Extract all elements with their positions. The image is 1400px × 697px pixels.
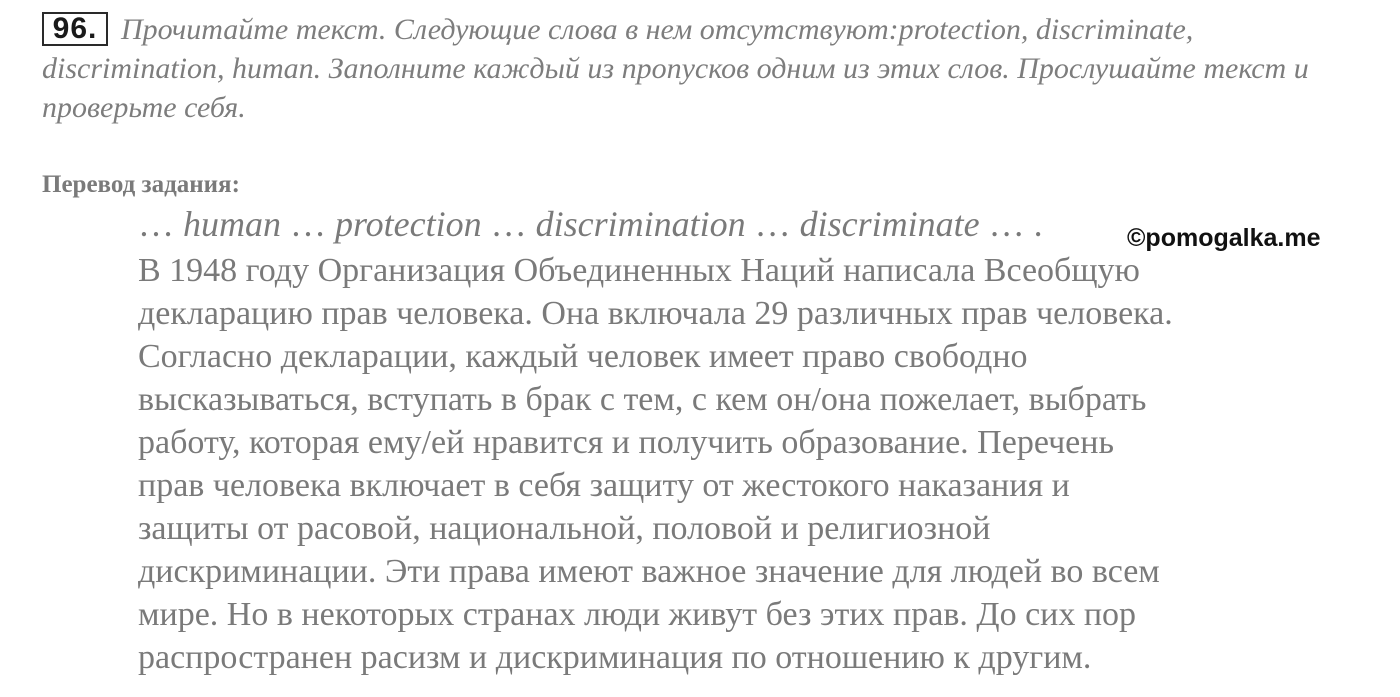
answer-word: protection	[335, 204, 482, 244]
body-line: дискриминации. Эти права имеют важное значение для людей во всем	[138, 553, 1160, 590]
answer-separator: …	[481, 204, 536, 244]
answer-line	[138, 202, 1043, 246]
body-line: распространен расизм и дискриминация по отношению к другим.	[138, 639, 1092, 676]
body-line: мире. Но в некоторых странах люди живут без этих прав. До сих пор	[138, 596, 1137, 633]
answer-trail: … .	[979, 204, 1043, 244]
watermark: ©pomogalka.me	[1127, 224, 1321, 252]
body-line: Согласно декларации, каждый человек имеет право свободно	[138, 338, 1028, 375]
body-line: декларацию прав человека. Она включала 29 различных прав человека.	[138, 295, 1173, 332]
task-header	[42, 10, 1372, 127]
body-line: работу, которая ему/ей нравится и получить образование. Перечень	[138, 424, 1114, 461]
answer-word: discrimination	[535, 204, 746, 244]
body-line: прав человека включает в себя защиту от жестокого наказания и	[138, 467, 1070, 504]
answer-separator: …	[281, 204, 335, 244]
body-line: высказываться, вступать в брак с тем, с кем он/она пожелает, выбрать	[138, 381, 1147, 418]
task-number-badge: 96.	[42, 12, 108, 46]
task-instruction: Прочитайте текст. Следующие слова в нем отсутствуют:protection, discriminate, discrimination, human. Заполните каждый из пропусков одним из этих слов. Прослушайте текст и проверьте себя.	[42, 13, 1309, 124]
body-line: защиты от расовой, национальной, половой и религиозной	[138, 510, 991, 547]
body-line: В 1948 году Организация Объединенных Наций написала Всеобщую	[138, 252, 1140, 289]
answer-word: discriminate	[799, 204, 980, 244]
translation-heading: Перевод задания:	[42, 171, 240, 198]
answer-lead: …	[138, 204, 183, 244]
answer-word: human	[183, 204, 281, 244]
answer-separator: …	[745, 204, 800, 244]
translation-body	[138, 249, 1318, 679]
